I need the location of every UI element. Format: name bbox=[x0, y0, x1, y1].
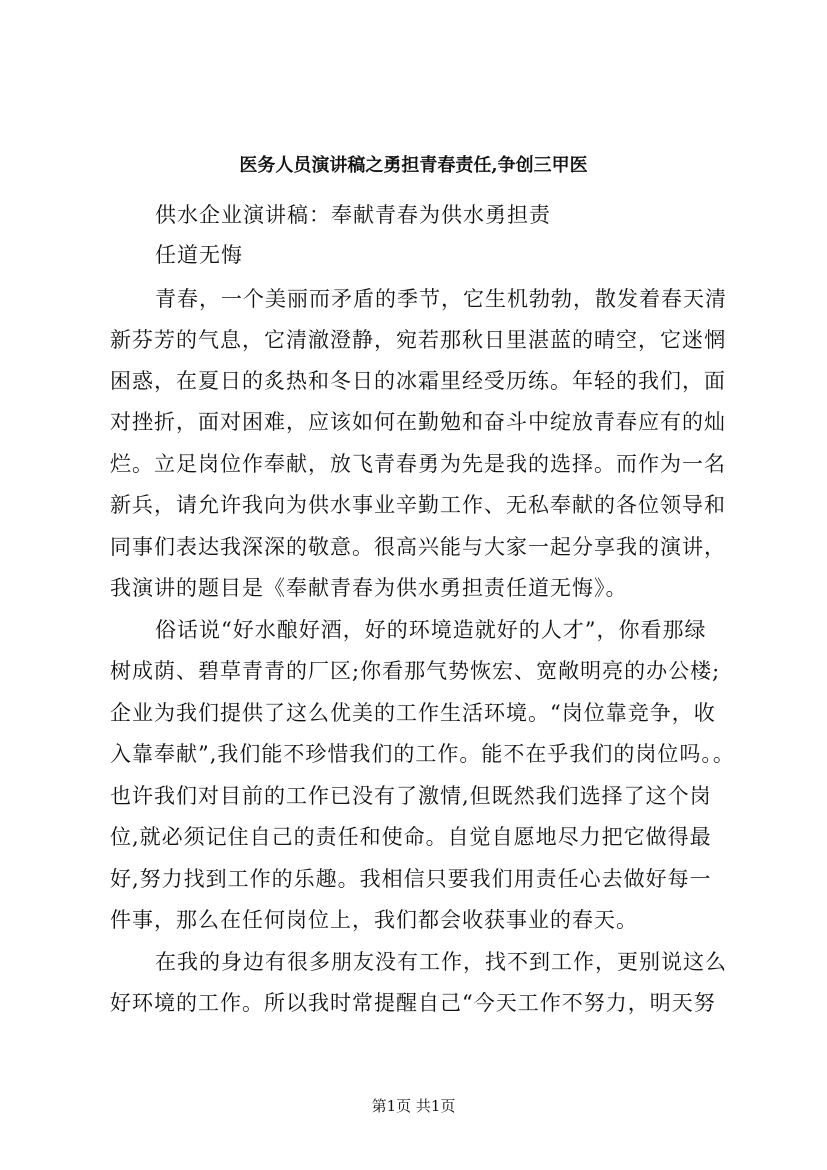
text-line: 企业为我们提供了这么优美的工作生活环境。“岗位靠竞争，收 bbox=[110, 701, 716, 725]
document-title: 医务人员演讲稿之勇担青春责任,争创三甲医 bbox=[239, 155, 588, 176]
page-footer: 第1页 共1页 bbox=[371, 1097, 456, 1115]
text-line: 俗话说“好水酿好酒，好的环境造就好的人才”，你看那绿 bbox=[155, 618, 707, 642]
text-line: 对挫折，面对困难，应该如何在勤勉和奋斗中绽放青春应有的灿 bbox=[110, 410, 726, 434]
text-line: 困惑，在夏日的炙热和冬日的冰霜里经受历练。年轻的我们，面 bbox=[110, 369, 726, 393]
text-line: 好环境的工作。所以我时常提醒自己“今天工作不努力，明天努 bbox=[110, 991, 716, 1015]
text-line: 供水企业演讲稿：奉献青春为供水勇担责 bbox=[155, 203, 551, 227]
text-line: 我演讲的题目是《奉献青春为供水勇担责任道无悔》。 bbox=[110, 576, 628, 600]
text-line: 也许我们对目前的工作已没有了激情,但既然我们选择了这个岗 bbox=[110, 784, 712, 808]
text-line: 件事，那么在任何岗位上，我们都会收获事业的春天。 bbox=[110, 908, 638, 932]
text-line: 任道无悔 bbox=[155, 243, 243, 267]
text-line: 同事们表达我深深的敬意。很高兴能与大家一起分享我的演讲， bbox=[110, 535, 726, 559]
text-line: 烂。立足岗位作奉献，放飞青春勇为先是我的选择。而作为一名 bbox=[110, 452, 726, 476]
text-line: 位,就必须记住自己的责任和使命。自觉自愿地尽力把它做得最 bbox=[110, 825, 712, 849]
text-line: 在我的身边有很多朋友没有工作，找不到工作，更别说这么 bbox=[155, 950, 727, 974]
text-line: 入靠奉献”,我们能不珍惜我们的工作。能不在乎我们的岗位吗。。 bbox=[110, 742, 735, 766]
text-line: 青春，一个美丽而矛盾的季节，它生机勃勃，散发着春天清 bbox=[155, 287, 727, 311]
text-line: 新芬芳的气息，它清澈澄静，宛若那秋日里湛蓝的晴空，它迷惘 bbox=[110, 328, 726, 352]
text-line: 树成荫、碧草青青的厂区;你看那气势恢宏、宽敞明亮的办公楼; bbox=[110, 659, 721, 683]
text-line: 新兵，请允许我向为供水事业辛勤工作、无私奉献的各位领导和 bbox=[110, 493, 726, 517]
text-line: 好,努力找到工作的乐趣。我相信只要我们用责任心去做好每一 bbox=[110, 867, 712, 891]
